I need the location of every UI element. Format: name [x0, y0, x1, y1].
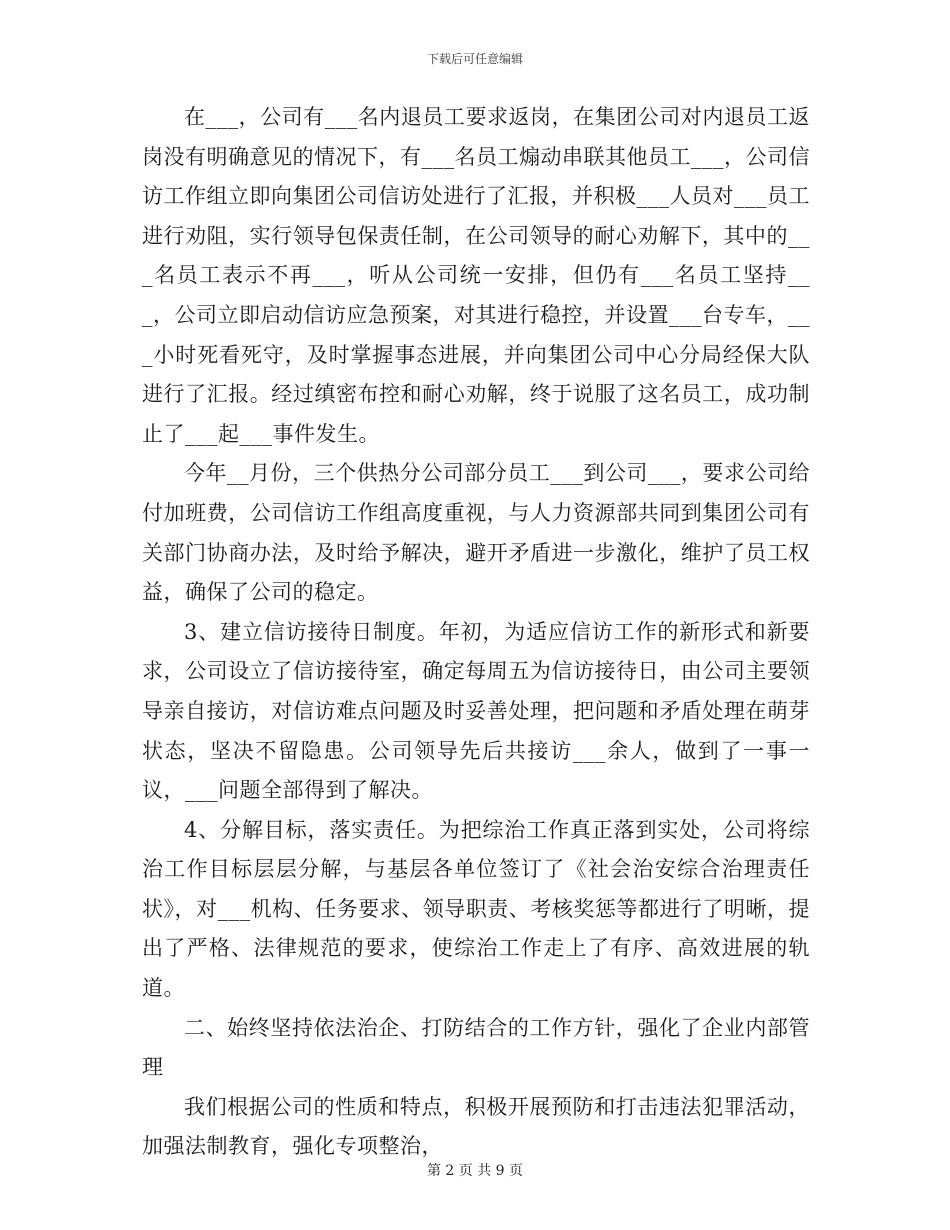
document-body	[142, 98, 810, 1167]
page-header-note: 下载后可任意编辑	[426, 52, 523, 66]
paragraph-1: 在___，公司有___名内退员工要求返岗，在集团公司对内退员工返岗没有明确意见的情况下，有___名员工煽动串联其他员工___，公司信访工作组立即向集团公司信访处进行了汇报，并积极___人员对___员工进行劝阻，实行领导包保责任制，在公司领导的耐心劝解下，其中的___名员工表示不再___，听从公司统一安排，但仍有___名员工坚持___，公司立即启动信访应急预案，对其进行稳控，并设置___台专车，___小时死看死守，及时掌握事态进展，并向集团公司中心分局经保大队进行了汇报。经过缜密布控和耐心劝解，终于说服了这名员工，成功制止了___起___事件发生。	[142, 105, 810, 446]
paragraph-2: 今年__月份，三个供热分公司部分员工___到公司___，要求公司给付加班费，公司信访工作组高度重视，与人力资源部共同到集团公司有关部门协商办法，及时给予解决，避开矛盾进一步激化，维护了员工权益，确保了公司的稳定。	[142, 461, 810, 605]
section-heading: 二、始终坚持依法治企、打防结合的工作方针，强化了企业内部管理	[142, 1015, 810, 1080]
paragraph-4: 4、分解目标，落实责任。为把综治工作真正落到实处，公司将综治工作目标层层分解，与基层各单位签订了《社会治安综合治理责任状》，对___机构、任务要求、领导职责、考核奖惩等都进行了明晰，提出了严格、法律规范的要求，使综治工作走上了有序、高效进展的轨道。	[142, 817, 810, 1001]
page-number: 第 2 页 共 9 页	[426, 1163, 524, 1179]
paragraph-3: 3、建立信访接待日制度。年初，为适应信访工作的新形式和新要求，公司设立了信访接待室，确定每周五为信访接待日，由公司主要领导亲自接访，对信访难点问题及时妥善处理，把问题和矛盾处理在萌芽状态，坚决不留隐患。公司领导先后共接访___余人，做到了一事一议，___问题全部得到了解决。	[142, 619, 810, 803]
paragraph-5: 我们根据公司的性质和特点，积极开展预防和打击违法犯罪活动，加强法制教育，强化专项整治，	[142, 1094, 810, 1159]
